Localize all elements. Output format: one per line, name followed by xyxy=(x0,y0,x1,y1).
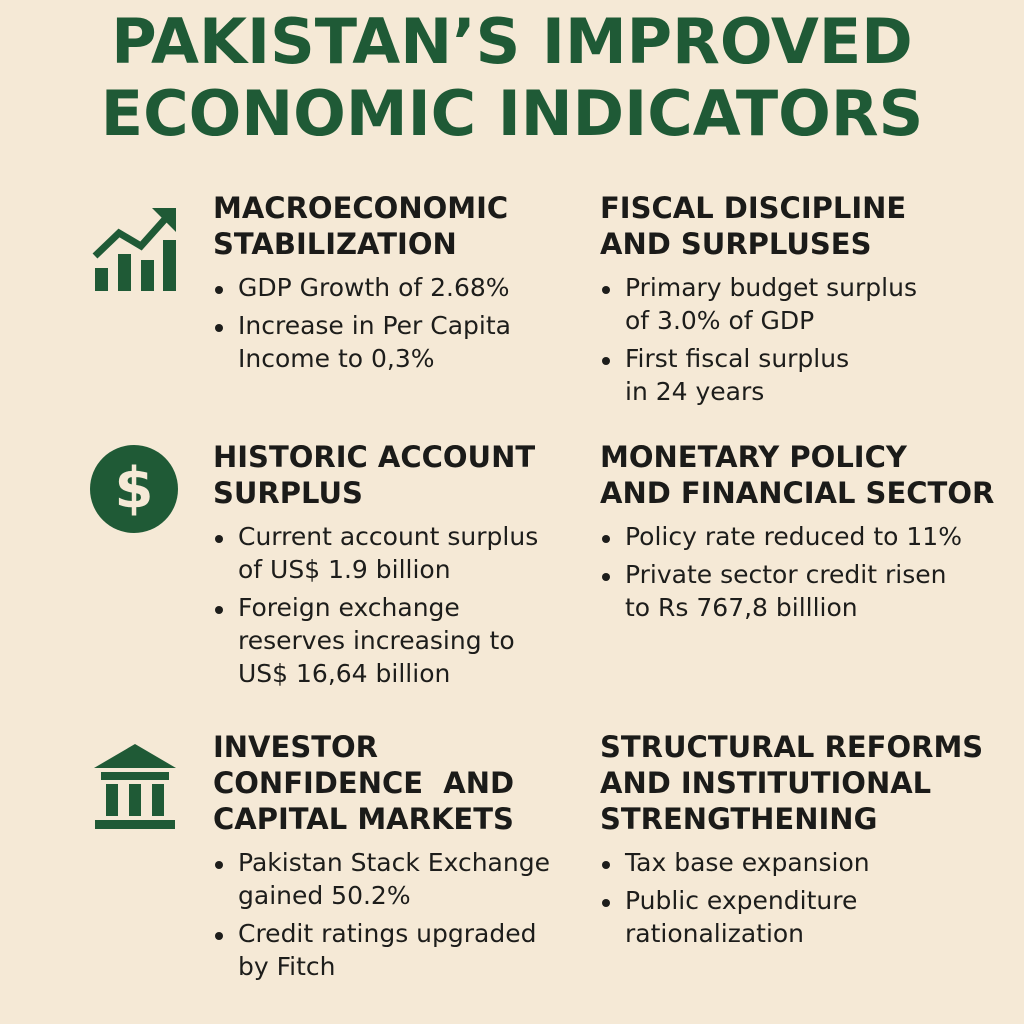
list-item: Foreign exchange reserves increasing to US$ 16,64 billion xyxy=(213,591,538,690)
section-fiscal-discipline xyxy=(600,190,1000,413)
section-heading: MACROECONOMIC STABILIZATION xyxy=(213,191,509,261)
section-heading: INVESTOR CONFIDENCE AND CAPITAL MARKETS xyxy=(213,730,515,836)
title-line-1: PAKISTAN’S IMPROVED xyxy=(111,5,913,78)
section-macroeconomic-stabilization xyxy=(213,190,573,380)
list-item: Primary budget surplus of 3.0% of GDP xyxy=(600,271,935,337)
list-item: GDP Growth of 2.68% xyxy=(213,271,573,304)
section-heading: FISCAL DISCIPLINE AND SURPLUSES xyxy=(600,191,907,261)
section-historic-account-surplus xyxy=(213,439,573,695)
list-item: Policy rate reduced to 11% xyxy=(600,520,1010,553)
page-title xyxy=(0,6,1024,150)
list-item: Public expenditure rationalization xyxy=(600,884,885,950)
bank-building-icon xyxy=(92,742,178,832)
section-monetary-policy xyxy=(600,439,1010,629)
list-item: Pakistan Stack Exchange gained 50.2% xyxy=(213,846,568,912)
dollar-icon: $ xyxy=(90,445,178,533)
section-investor-confidence xyxy=(213,729,573,988)
chart-growth-icon xyxy=(92,206,178,296)
section-structural-reforms xyxy=(600,729,1010,955)
list-item: First fiscal surplus in 24 years xyxy=(600,342,875,408)
section-heading: STRUCTURAL REFORMS AND INSTITUTIONAL STRENGTHENING xyxy=(600,730,984,836)
list-item: Credit ratings upgraded by Fitch xyxy=(213,917,558,983)
section-heading: MONETARY POLICY AND FINANCIAL SECTOR xyxy=(600,440,995,510)
title-line-2: ECONOMIC INDICATORS xyxy=(100,77,924,150)
section-heading: HISTORIC ACCOUNT SURPLUS xyxy=(213,440,536,510)
list-item: Private sector credit risen to Rs 767,8 billlion xyxy=(600,558,965,624)
list-item: Tax base expansion xyxy=(600,846,1010,879)
list-item: Current account surplus of US$ 1.9 billion xyxy=(213,520,568,586)
list-item: Increase in Per Capita Income to 0,3% xyxy=(213,309,538,375)
